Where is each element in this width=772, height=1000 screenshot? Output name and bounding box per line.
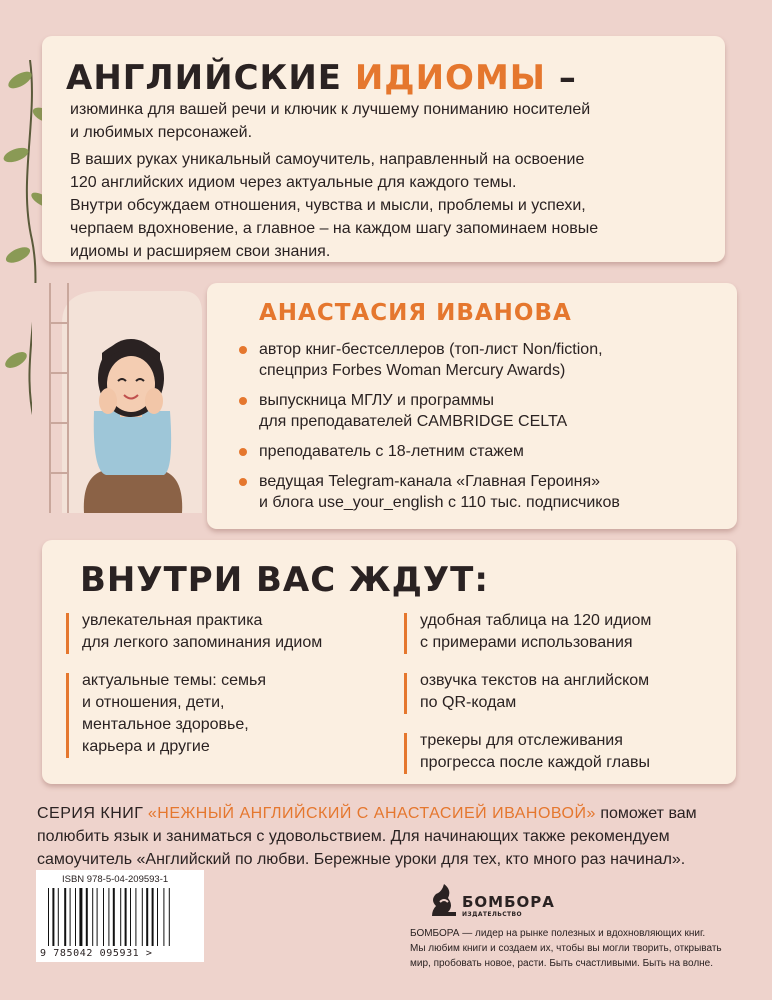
barcode-bar <box>70 888 71 946</box>
series-line: полюбить язык и заниматься с удовольствием. Для начинающих также рекомендуем <box>37 828 670 845</box>
bullet-dot <box>239 397 247 405</box>
bullet-dot <box>239 478 247 486</box>
feature-line: увлекательная практика <box>82 612 263 629</box>
fact-line: спецприз Forbes Woman Mercury Awards) <box>259 362 566 379</box>
barcode-bar <box>135 888 136 946</box>
barcode-bar <box>142 888 143 946</box>
barcode-bar <box>152 888 154 946</box>
tagline-line: и любимых персонажей. <box>70 124 253 141</box>
accent-bar <box>66 613 69 654</box>
barcode-bar <box>86 888 88 946</box>
publisher-desc-line: Мы любим книги и создаем их, чтобы вы могли творить, открывать <box>410 943 722 954</box>
series-line <box>37 802 737 825</box>
barcode-bar <box>163 888 164 946</box>
feature-item <box>66 670 396 758</box>
fact-line: автор книг-бестселлеров (топ-лист Non/fiction, <box>259 341 603 358</box>
title-part: АНГЛИЙСКИЕ <box>66 58 355 98</box>
intro-card <box>42 36 725 262</box>
isbn-digits: 9 785042 095931 > <box>40 948 153 959</box>
inside-title: ВНУТРИ ВАС ЖДУТ: <box>80 560 489 600</box>
barcode-bar <box>120 888 121 946</box>
body-line: Внутри обсуждаем отношения, чувства и мысли, проблемы и успехи, <box>70 197 586 214</box>
author-fact-item <box>239 471 729 513</box>
feature-line: трекеры для отслеживания <box>420 732 623 749</box>
inside-left-column <box>66 610 396 774</box>
feature-line: с примерами использования <box>420 634 633 651</box>
barcode-bar <box>169 888 170 946</box>
series-paragraph <box>37 802 737 871</box>
accent-bar <box>404 673 407 714</box>
publisher-subtitle: ИЗДАТЕЛЬСТВО <box>462 911 522 918</box>
inside-card <box>42 540 736 784</box>
author-fact-item <box>239 390 729 432</box>
barcode-bars <box>48 888 198 946</box>
barcode-bar <box>103 888 104 946</box>
publisher-name: БОМБОРА <box>462 893 555 911</box>
body-line: черпаем вдохновение, а главное – на каждом шагу запоминаем новые <box>70 220 599 237</box>
barcode-bar <box>130 888 131 946</box>
feature-item <box>404 610 724 654</box>
barcode-bar <box>108 888 109 946</box>
author-fact-item <box>239 339 729 381</box>
barcode-bar <box>157 888 158 946</box>
series-line: самоучитель «Английский по любви. Бережные уроки для тех, кто много раз начинал». <box>37 851 686 868</box>
feature-item <box>404 730 724 774</box>
bullet-dot <box>239 448 247 456</box>
intro-body <box>70 148 710 263</box>
barcode-bar <box>125 888 127 946</box>
tagline-line: изюминка для вашей речи и ключик к лучшему пониманию носителей <box>70 101 591 118</box>
accent-bar <box>404 733 407 774</box>
fact-line: и блога use_your_english с 110 тыс. подписчиков <box>259 494 620 511</box>
barcode-bar <box>58 888 59 946</box>
barcode-bar <box>75 888 76 946</box>
barcode-bar <box>52 888 54 946</box>
barcode-bar <box>64 888 66 946</box>
feature-line: карьера и другие <box>82 738 210 755</box>
feature-line: удобная таблица на 120 идиом <box>420 612 652 629</box>
inside-right-column <box>404 610 724 790</box>
intro-tagline <box>70 98 710 144</box>
body-line: 120 английских идиом через актуальные для каждого темы. <box>70 174 517 191</box>
title-dash: – <box>546 58 577 98</box>
fact-line: для преподавателей CAMBRIDGE CELTA <box>259 413 568 430</box>
feature-item <box>404 670 724 714</box>
feature-line: и отношения, дети, <box>82 694 225 711</box>
fact-line: выпускница МГЛУ и программы <box>259 392 494 409</box>
series-label: СЕРИЯ КНИГ <box>37 805 144 822</box>
feature-line: по QR-кодам <box>420 694 517 711</box>
accent-bar <box>66 673 69 758</box>
body-line: В ваших руках уникальный самоучитель, направленный на освоение <box>70 151 585 168</box>
fact-line: ведущая Telegram-канала «Главная Героиня» <box>259 473 601 490</box>
feature-line: для легкого запоминания идиом <box>82 634 323 651</box>
intro-title <box>66 58 577 98</box>
publisher-desc-line: БОМБОРА — лидер на рынке полезных и вдохновляющих книг. <box>410 928 706 939</box>
isbn-label: ISBN 978-5-04-209593-1 <box>62 874 169 885</box>
feature-line: озвучка текстов на английском <box>420 672 650 689</box>
author-fact-item <box>239 441 729 462</box>
title-highlight: ИДИОМЫ <box>354 58 547 98</box>
barcode-bar <box>97 888 98 946</box>
feature-line: актуальные темы: семья <box>82 672 266 689</box>
fact-line: преподаватель с 18-летним стажем <box>259 443 524 460</box>
feature-line: ментальное здоровье, <box>82 716 249 733</box>
barcode-bar <box>48 888 49 946</box>
author-illustration <box>32 283 207 513</box>
author-name: АНАСТАСИЯ ИВАНОВА <box>259 300 572 326</box>
body-line: идиомы и расширяем свои знания. <box>70 243 331 260</box>
publisher-desc-line: мир, пробовать новое, расти. Быть счастливыми. Быть на волне. <box>410 958 714 969</box>
barcode <box>36 870 204 962</box>
barcode-bar <box>113 888 115 946</box>
feature-line: прогресса после каждой главы <box>420 754 650 771</box>
series-name: «НЕЖНЫЙ АНГЛИЙСКИЙ С АНАСТАСИЕЙ ИВАНОВОЙ» <box>147 805 596 822</box>
barcode-bar <box>92 888 93 946</box>
publisher-description <box>410 926 750 971</box>
bullet-dot <box>239 346 247 354</box>
accent-bar <box>404 613 407 654</box>
publisher-logo-icon <box>428 882 460 918</box>
barcode-bar <box>79 888 82 946</box>
author-card <box>207 283 737 529</box>
feature-item <box>66 610 396 654</box>
series-text: поможет вам <box>595 805 697 822</box>
author-facts <box>239 339 729 522</box>
barcode-bar <box>146 888 148 946</box>
